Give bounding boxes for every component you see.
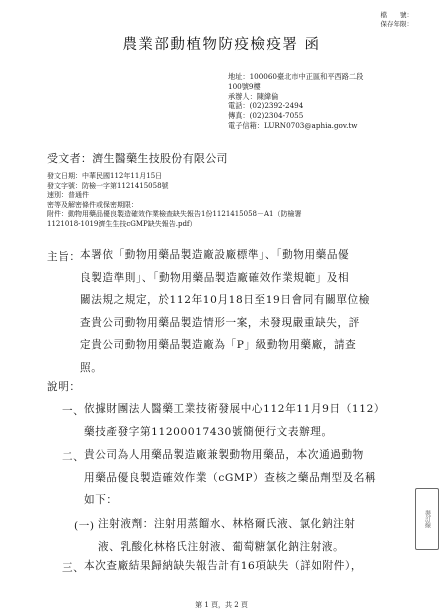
attachment-line-1: 附件：動物用藥品優良製造確效作業檢查缺失報告1份1121415058－A1（防檢署 [47,210,302,219]
item-2-sub-number: (一) [74,520,95,532]
item-line: 如下： [84,494,118,506]
subject-line: 關法規之規定，於112年10月18日至19日會同有關單位檢 [80,294,370,306]
item-line: 注射液劑：注射用蒸餾水、林格爾氏液、氯化鈉注射 [98,518,356,530]
fax: 傳真：(02)2304-7055 [228,111,304,121]
file-number-label: 檔 號： [380,11,413,19]
subject-line: 良製造準則」、「動物用藥品製造廠確效作業規範」及相 [80,271,350,284]
delivery-speed: 速別：普通件 [47,191,89,200]
email: 電子信箱：LURN0703@aphia.gov.tw [228,120,358,130]
phone: 電話：(02)2392-2494 [228,101,304,111]
item-line: 藥技產發字第11200017430號簡便行文表辦理。 [84,425,333,438]
attachment-line-2: 1121018-1019濟生生技cGMP缺失報告.pdf） [47,219,197,228]
subject-label: 主旨： [47,251,81,263]
item-line: 用藥品優良製造確效作業（cGMP）查核之藥品劑型及名稱 [84,471,377,484]
binding-line-mark: 裝訂線 [415,488,439,550]
page-footer: 第 1 頁，共 2 頁 [195,601,248,609]
item-line: 本次查廠結果歸納缺失報告計有16項缺失（詳如附件）， [84,560,363,572]
address-line-1: 地址：100060臺北市中正區和平西路二段 [228,72,364,81]
item-1-number: 一、 [62,405,85,417]
letter-title: 農業部動植物防疫檢疫署 函 [122,37,321,53]
recipient-line: 受文者：濟生醫藥生技股份有限公司 [47,152,228,165]
address-line-2: 100號9樓 [228,81,261,91]
item-3-text [84,555,362,578]
item-1-text [84,398,385,443]
subject-text [80,244,370,379]
item-line: 液、乳酸化林格氏注射液、葡萄糖氯化鈉注射液。 [98,540,345,553]
subject-line: 定貴公司動物用藥品製造廠為「P」級動物用藥廠，請查 [80,339,357,351]
issue-date: 發文日期：中華民國112年11月15日 [47,172,163,180]
security-level: 密等及解密條件或保密期限： [47,200,138,209]
subject-line: 本署依「動物用藥品製造廠設廠標準」、「動物用藥品優 [80,249,350,261]
document-number: 發文字號：防檢一字第1121415058號 [47,181,169,190]
archive-info [381,11,414,29]
retention-label: 保存年限： [380,20,413,28]
item-3-number: 三、 [62,562,85,574]
item-line: 貴公司為人用藥品製造廠兼製動物用藥品，本次通過動物 [84,449,364,461]
document-meta [47,172,419,230]
contact-block [228,72,363,131]
explanation-label: 說明： [47,381,81,393]
handler: 承辦人：陳緯倫 [228,91,279,101]
subject-line: 查貴公司動物用藥品製造情形一案，未發現嚴重缺失，評 [80,316,360,329]
item-2-text [84,444,376,512]
subject-line: 照。 [80,361,103,374]
item-line: 依據財團法人醫藥工業技術發展中心112年11月9日（112） [84,403,386,415]
item-2-number: 二、 [62,451,85,463]
item-2-sub-text [98,513,355,558]
